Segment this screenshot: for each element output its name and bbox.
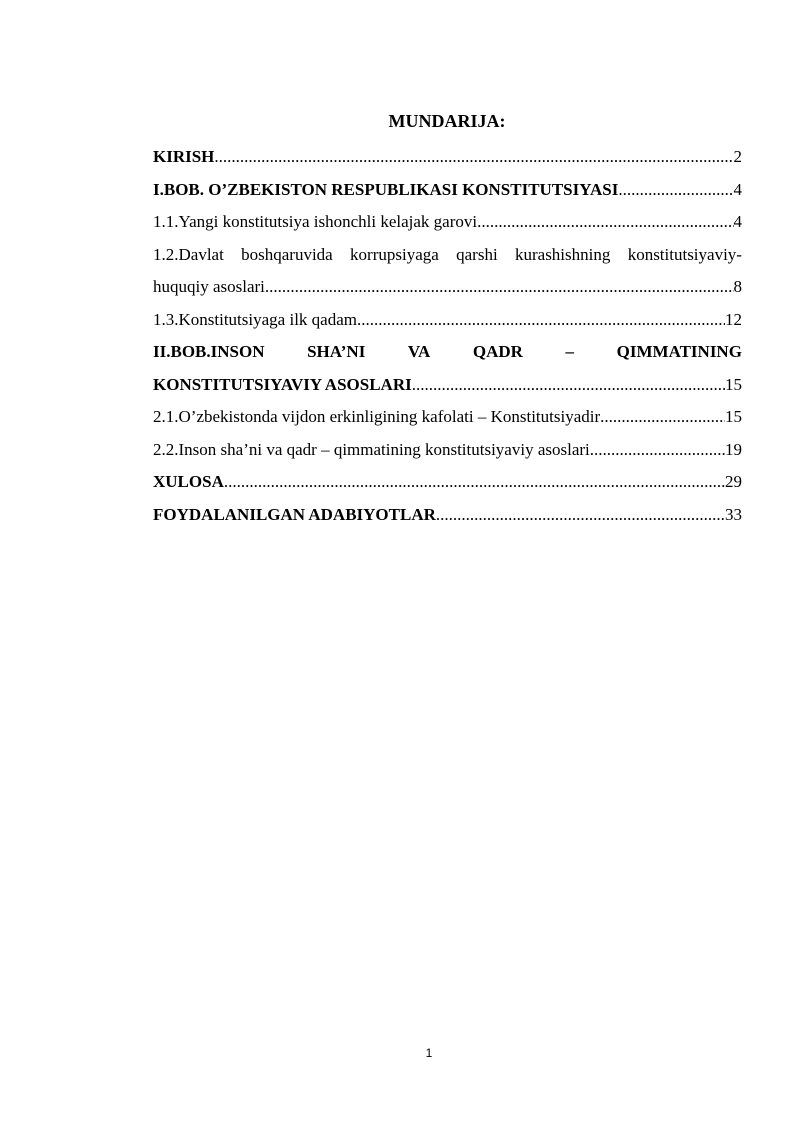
dot-leader: [214, 141, 733, 174]
toc-entry-text: I.BOB. O’ZBEKISTON RESPUBLIKASI KONSTITUTSIYASI: [153, 179, 619, 199]
toc-page-number: 15: [725, 374, 742, 394]
toc-page-number: 8: [733, 277, 742, 296]
dot-leader: [265, 271, 734, 304]
toc-entry-text: 1.1.Yangi konstitutsiya ishonchli kelajak garovi: [153, 212, 478, 231]
toc-entry-xulosa[interactable]: [153, 466, 742, 499]
word: kurashishning: [514, 244, 611, 264]
toc-entry-text: huquqiy asoslari: [153, 277, 265, 296]
word: konstitutsiyaviy-: [627, 244, 742, 264]
toc-entry-text-line2: [153, 369, 742, 402]
toc-page-number: 15: [725, 407, 742, 426]
toc-page-number: 12: [725, 309, 742, 329]
dot-leader: [224, 466, 725, 499]
toc-entry-section-2-2[interactable]: [153, 434, 742, 467]
dot-leader: [436, 499, 725, 532]
word: VA: [407, 342, 431, 361]
toc-entry-section-1-2[interactable]: [153, 239, 742, 304]
toc-page-number: 29: [725, 472, 742, 491]
toc-entry-text: 1.3.Konstitutsiyaga ilk qadam: [153, 309, 357, 329]
toc-entry-text: FOYDALANILGAN ADABIYOTLAR: [153, 504, 436, 524]
toc-entry-text: XULOSA: [153, 472, 224, 491]
word: qarshi: [456, 244, 498, 264]
toc-entry-section-2-1[interactable]: [153, 401, 742, 434]
word: QADR: [472, 342, 523, 361]
toc-page-number: 4: [733, 179, 742, 199]
toc-page-number: 33: [725, 504, 742, 524]
toc-title: MUNDARIJA:: [388, 111, 506, 131]
toc-entry-text-line1: [153, 336, 742, 369]
toc-entry-text: 2.1.O’zbekistonda vijdon erkinligining kafolati – Konstitutsiyadir: [153, 407, 601, 426]
toc-entry-text: 2.2.Inson sha’ni va qadr – qimmatining konstitutsiyaviy asoslari: [153, 439, 590, 459]
word: boshqaruvida: [241, 244, 333, 264]
dot-leader: [590, 434, 725, 467]
word: –: [565, 342, 575, 361]
toc-entry-chapter-1[interactable]: [153, 174, 742, 207]
footer-page-number: 1: [425, 1046, 433, 1060]
toc-entry-text: KONSTITUTSIYAVIY ASOSLARI: [153, 374, 412, 394]
toc-entry-section-1-3[interactable]: [153, 304, 742, 337]
toc-entry-section-1-1[interactable]: [153, 206, 742, 239]
toc-entry-references[interactable]: [153, 499, 742, 532]
toc-entry-text: KIRISH: [153, 147, 215, 166]
dot-leader: [600, 401, 725, 434]
toc-page-number: 2: [733, 147, 742, 166]
word: 1.2.Davlat: [153, 244, 224, 264]
word: SHA’NI: [307, 342, 366, 361]
word: korrupsiyaga: [350, 244, 439, 264]
toc-entry-kirish[interactable]: [153, 141, 742, 174]
toc-entry-chapter-2[interactable]: [153, 336, 742, 401]
dot-leader: [412, 369, 725, 402]
word: II.BOB.INSON: [153, 342, 265, 361]
toc-entry-text-line1: [153, 239, 742, 272]
toc-page-number: 19: [725, 439, 742, 459]
dot-leader: [357, 304, 725, 337]
word: QIMMATINING: [616, 342, 742, 361]
table-of-contents: [153, 141, 742, 531]
toc-page-number: 4: [733, 212, 742, 231]
dot-leader: [477, 206, 733, 239]
dot-leader: [618, 174, 733, 207]
toc-entry-text-line2: [153, 271, 742, 304]
